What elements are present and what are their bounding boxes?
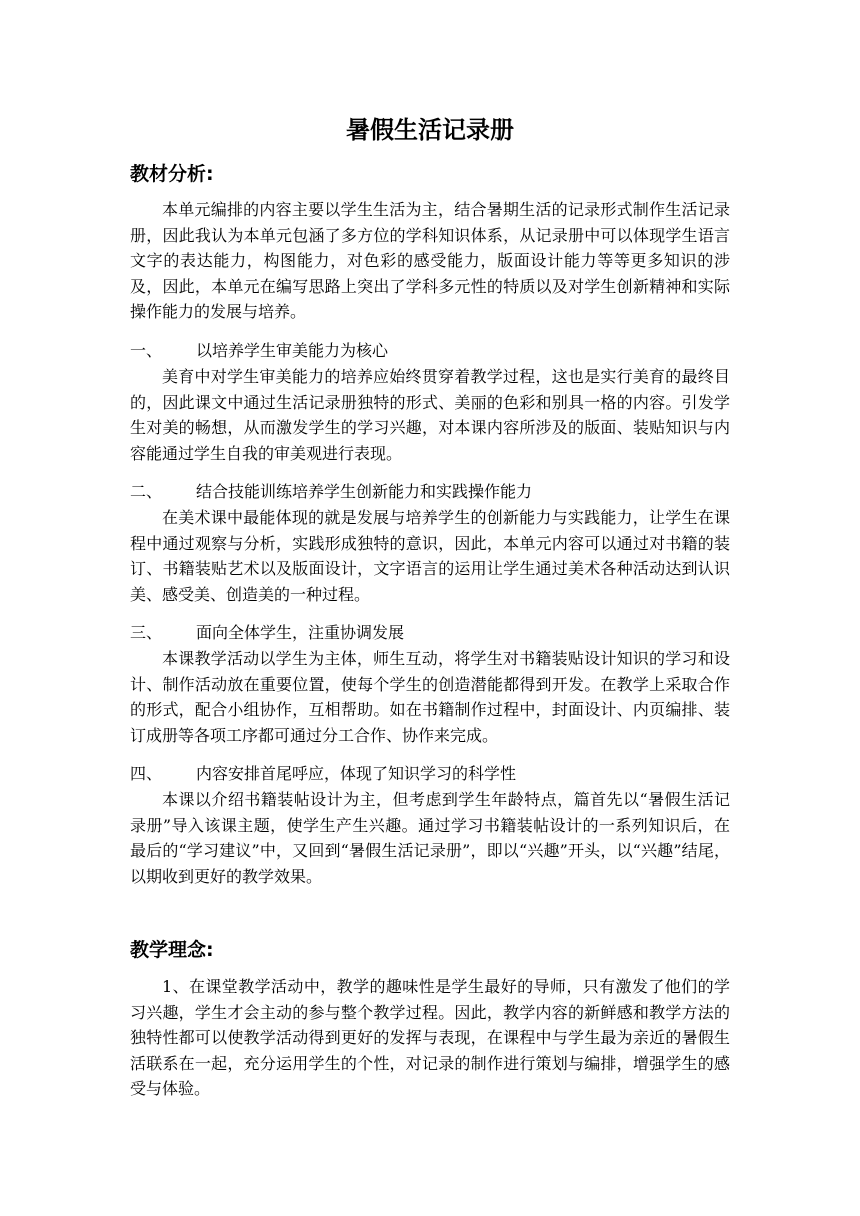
point-2-number: 二、 [130,482,163,501]
point-1-body: 美育中对学生审美能力的培养应始终贯穿着教学过程，这也是实行美育的最终目的，因此课文中通过生活记录册独特的形式、美丽的色彩和别具一格的内容。引发学生对美的畅想，从而激发学生的学习兴趣，对本课内容所涉及的版面、装贴知识与内容能通过学生自我的审美观进行表现。 [130,367,730,463]
intro-paragraph: 本单元编排的内容主要以学生生活为主，结合暑期生活的记录形式制作生活记录册，因此我认为本单元包涵了多方位的学科知识体系，从记录册中可以体现学生语言文字的表达能力，构图能力，对色彩的感受能力，版面设计能力等等更多知识的涉及，因此，本单元在编写思路上突出了学科多元性的特质以及对学生创新精神和实际操作能力的发展与培养。 [130,200,730,322]
section-heading-textbook-analysis: 教材分析: [130,163,214,185]
point-2-title: 结合技能训练培养学生创新能力和实践操作能力 [196,482,533,501]
philosophy-paragraph-1: 1、在课堂教学活动中，教学的趣味性是学生最好的导师，只有激发了他们的学习兴趣，学生才会主动的参与整个教学过程。因此，教学内容的新鲜感和教学方法的独特性都可以使教学活动得到更好的发挥与表现，在课程中与学生最为亲近的暑假生活联系在一起，充分运用学生的个性，对记录的制作进行策划与编排，增强学生的感受与体验。 [130,977,730,1099]
point-1-title: 以培养学生审美能力为核心 [196,341,389,360]
document-title: 暑假生活记录册 [346,116,514,144]
point-2-heading [130,479,730,505]
section-heading-teaching-philosophy: 教学理念: [130,939,214,961]
point-1-heading [130,338,730,364]
point-1-number: 一、 [130,341,163,360]
point-2-body: 在美术课中最能体现的就是发展与培养学生的创新能力与实践能力，让学生在课程中通过观察与分析，实践形成独特的意识，因此，本单元内容可以通过对书籍的装订、书籍装贴艺术以及版面设计，文字语言的运用让学生通过美术各种活动达到认识美、感受美、创造美的一种过程。 [130,508,730,604]
point-4-title: 内容安排首尾呼应，体现了知识学习的科学性 [196,764,517,783]
point-3-title: 面向全体学生，注重协调发展 [196,623,405,642]
point-4-number: 四、 [130,764,163,783]
point-4-heading [130,761,730,787]
point-3-number: 三、 [130,623,163,642]
point-3-body: 本课教学活动以学生为主体，师生互动，将学生对书籍装贴设计知识的学习和设计、制作活动放在重要位置，使每个学生的创造潜能都得到开发。在教学上采取合作的形式，配合小组协作，互相帮助。如在书籍制作过程中，封面设计、内页编排、装订成册等各项工序都可通过分工合作、协作来完成。 [130,649,730,745]
point-4-body: 本课以介绍书籍装帖设计为主，但考虑到学生年龄特点，篇首先以“暑假生活记录册”导入该课主题，使学生产生兴趣。通过学习书籍装帖设计的一系列知识后，在最后的“学习建议”中，又回到“暑假生活记录册”，即以“兴趣”开头，以“兴趣”结尾，以期收到更好的教学效果。 [130,790,730,886]
point-3-heading [130,620,730,646]
